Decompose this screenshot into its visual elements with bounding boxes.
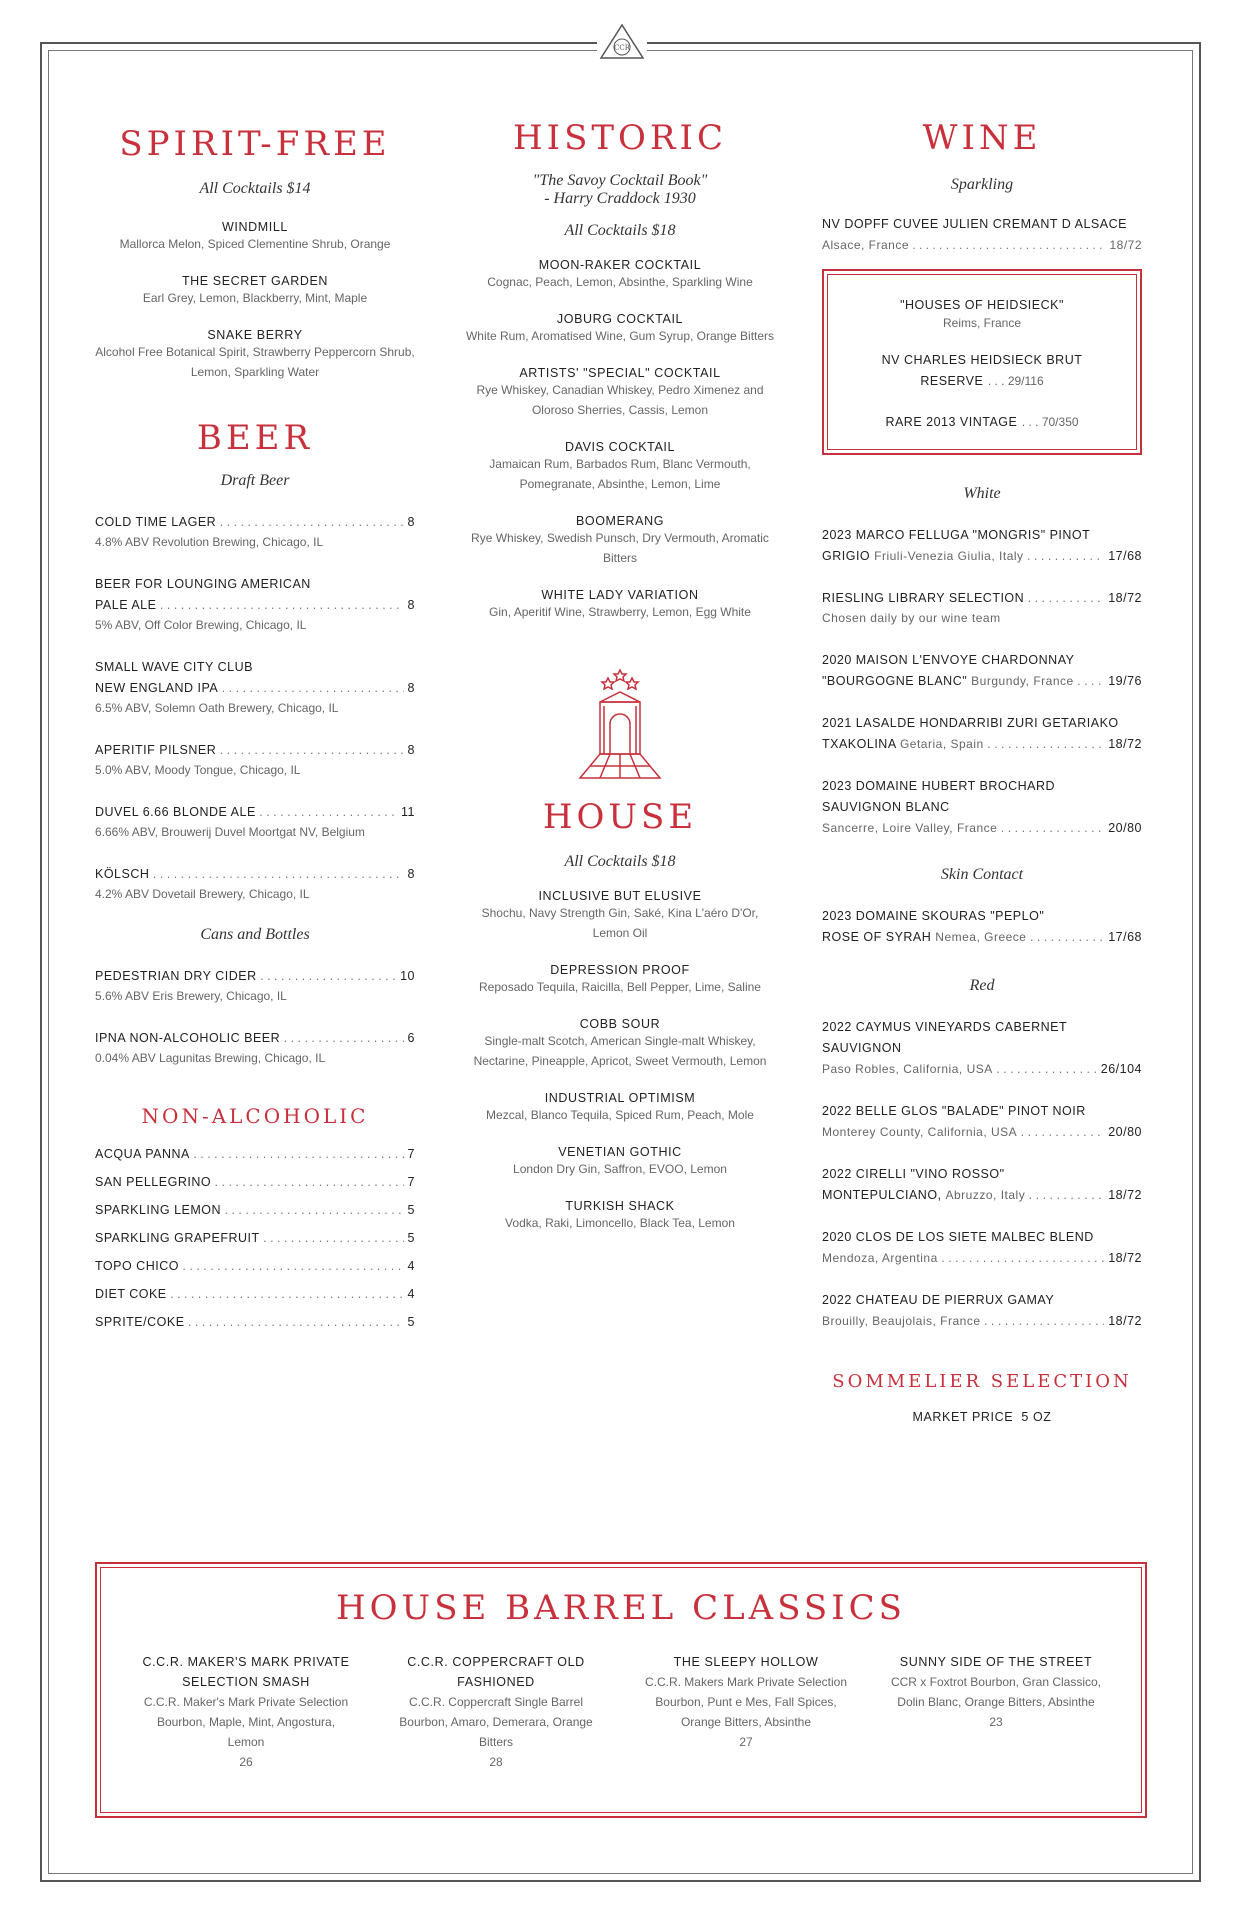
item-name: COBB SOUR [579,1017,661,1031]
wine-item [822,776,1142,838]
heidsieck-box [822,269,1142,455]
item-description: Cognac, Peach, Lemon, Absinthe, Sparkling Wine [487,275,753,289]
wine-origin: Paso Robles, California, USA [822,1062,993,1076]
list-item [95,1200,415,1220]
skin-subtitle: Skin Contact [940,866,1024,883]
wine-name: 2022 CAYMUS VINEYARDS CABERNET [822,1020,1068,1034]
wine-name-tail: ROSE OF SYRAH [822,930,932,944]
wine-origin: Getaria, Spain [899,737,984,751]
column-left [95,110,415,1340]
item-price: 4 [407,1259,415,1273]
menu-item [465,588,775,622]
leader-row [822,734,1142,754]
item-name: DEPRESSION PROOF [550,963,690,977]
item-price: 5 [407,1231,415,1245]
menu-item [465,963,775,997]
item-name: PALE ALE . . . [95,595,404,615]
item-detail: 5.6% ABV Eris Brewery, Chicago, IL [95,989,287,1003]
leader-row [822,1122,1142,1142]
wine-origin-line [822,546,1104,566]
wine-item [822,525,1142,566]
item-price: 5 [407,1315,415,1329]
item-description: Gin, Aperitif Wine, Strawberry, Lemon, Egg White [489,605,751,619]
menu-item [465,1145,775,1179]
leader-row [95,1144,415,1164]
heidsieck-line1: NV CHARLES HEIDSIECK BRUT [881,353,1083,367]
wine-origin-line [822,1248,1104,1268]
leader-row [95,595,415,615]
leader-row [95,678,415,698]
item-name: MOON-RAKER COCKTAIL [538,258,702,272]
historic-quote-line2: - Harry Craddock 1930 [544,190,696,207]
list-item [95,512,415,552]
item-price: 10 [400,969,415,983]
item-description: Mezcal, Blanco Tequila, Spiced Rum, Peach, Mole [486,1108,754,1122]
item-name: THE SECRET GARDEN [181,274,329,288]
wine-name: 2022 CHATEAU DE PIERRUX GAMAY [822,1293,1055,1307]
list-item [95,1028,415,1068]
leader-row [95,1028,415,1048]
wine-origin: Brouilly, Beaujolais, France [822,1314,981,1328]
menu-item [465,366,775,420]
list-item [95,966,415,1006]
leader-row [95,1256,415,1276]
list-item [95,657,415,718]
beer-title: BEER [196,418,314,458]
wine-origin-line [822,671,1104,691]
menu-item [465,1199,775,1233]
wine-origin-line [822,1122,1104,1142]
list-item [95,1312,415,1332]
leader-row [822,608,1142,628]
house-subtitle: All Cocktails $18 [564,853,676,870]
wine-item [822,1017,1142,1079]
menu-item [465,889,775,943]
menu-item [465,440,775,494]
historic-title: HISTORIC [513,118,727,158]
wine-origin-line [822,1185,1104,1205]
barrel-item-name: THE SLEEPY HOLLOW [673,1655,819,1669]
list-item [95,1284,415,1304]
item-description: Vodka, Raki, Limoncello, Black Tea, Lemon [505,1216,735,1230]
wine-price: 20/80 [1108,1125,1142,1139]
item-name: DUVEL 6.66 BLONDE ALE . . . [95,802,397,822]
barrel-item [639,1652,854,1772]
wine-item [822,906,1142,947]
item-description: Single-malt Scotch, American Single-malt Whiskey, Nectarine, Pineapple, Apricot, Sweet Vermouth, Lemon [473,1034,767,1068]
wine-name: 2022 BELLE GLOS "BALADE" PINOT NOIR [822,1104,1086,1118]
item-description: Earl Grey, Lemon, Blackberry, Mint, Maple [142,291,368,305]
item-price: 8 [407,515,415,529]
wine-price: 18/72 [1108,1251,1142,1265]
wine-price: 20/80 [1108,821,1142,835]
item-detail: 4.8% ABV Revolution Brewing, Chicago, IL [95,535,324,549]
item-name: SNAKE BERRY [207,328,303,342]
item-description: White Rum, Aromatised Wine, Gum Syrup, Orange Bitters [465,329,775,343]
item-name: DAVIS COCKTAIL [564,440,676,454]
leader-row [95,1200,415,1220]
wine-origin: Alsace, France . . . [822,235,1105,255]
leader-row [95,1172,415,1192]
item-detail: 5.0% ABV, Moody Tongue, Chicago, IL [95,763,301,777]
leader-row [822,1185,1142,1205]
leader-row [95,1284,415,1304]
leader-row [95,512,415,532]
leader-row [95,740,415,760]
list-item [95,1172,415,1192]
wine-origin-line [822,818,1104,838]
draft-beer-subtitle: Draft Beer [220,472,290,489]
item-name: BOOMERANG [575,514,665,528]
wine-name-tail: "BOURGOGNE BLANC" [822,674,968,688]
wine-item [822,650,1142,691]
wine-item [822,1227,1142,1268]
item-description: Jamaican Rum, Barbados Rum, Blanc Vermouth, Pomegranate, Absinthe, Lemon, Lime [489,457,751,491]
item-detail: 6.66% ABV, Brouwerij Duvel Moortgat NV, Belgium [95,825,365,839]
wine-origin: Burgundy, France [971,674,1074,688]
sommelier-title: SOMMELIER SELECTION [832,1371,1132,1392]
wine-item [822,1164,1142,1205]
wine-origin: Friuli-Venezia Giulia, Italy [874,549,1024,563]
barrel-item-description: CCR x Foxtrot Bourbon, Gran Classico, Dolin Blanc, Orange Bitters, Absinthe [890,1675,1102,1709]
column-middle [465,110,775,1253]
item-name: WINDMILL [222,220,288,234]
heidsieck-line3: RARE 2013 VINTAGE [885,415,1018,429]
red-subtitle: Red [969,977,995,994]
item-name: IPNA NON-ALCOHOLIC BEER . . . [95,1028,404,1048]
item-price: 5 [407,1203,415,1217]
menu-item [465,1017,775,1071]
item-price: 8 [407,743,415,757]
item-price: 6 [407,1031,415,1045]
item-name: JOBURG COCKTAIL [556,312,684,326]
historic-quote-line1: "The Savoy Cocktail Book" [532,172,708,189]
leader-row [822,546,1142,566]
item-description: London Dry Gin, Saffron, EVOO, Lemon [513,1162,727,1176]
wine-title: WINE [922,118,1042,158]
sparkling-subtitle: Sparkling [950,176,1014,193]
item-name: PEDESTRIAN DRY CIDER . . . [95,966,396,986]
barrel-item-name: C.C.R. COPPERCRAFT OLD FASHIONED [407,1655,585,1689]
item-name: DIET COKE . . . [95,1284,404,1304]
sparkling-item [822,214,1142,255]
list-item [95,740,415,780]
leader-row [95,864,415,884]
leader-row [822,818,1142,838]
house-title: HOUSE [542,797,698,837]
menu-item [95,274,415,308]
leader-row [95,802,415,822]
wine-price: 26/104 [1100,1062,1142,1076]
wine-name-cont: SAUVIGNON BLANC [822,800,950,814]
wine-origin-line [822,1059,1097,1079]
item-description: Reposado Tequila, Raicilla, Bell Pepper, Lime, Saline [479,980,761,994]
sommelier-text: MARKET PRICE 5 OZ [912,1410,1052,1424]
item-price: 11 [401,805,415,819]
wine-name: 2023 DOMAINE SKOURAS "PEPLO" [822,909,1045,923]
wine-name: 2020 MAISON L'ENVOYE CHARDONNAY [822,653,1075,667]
barrel-item-description: C.C.R. Makers Mark Private Selection Bourbon, Punt e Mes, Fall Spices, Orange Bitters, Absinthe [644,1675,848,1729]
barrel-item-price: 27 [739,1735,753,1749]
wine-price: 19/76 [1108,674,1142,688]
leader-row [822,927,1142,947]
item-description: Rye Whiskey, Swedish Punsch, Dry Vermouth, Aromatic Bitters [471,531,769,565]
wine-item [822,713,1142,754]
wine-name-tail: TXAKOLINA [822,737,896,751]
barrel-item-description: C.C.R. Coppercraft Single Barrel Bourbon, Amaro, Demerara, Orange Bitters [399,1695,593,1749]
heidsieck-line2: RESERVE [920,374,984,388]
leader-row [822,671,1142,691]
barrel-item-name: SUNNY SIDE OF THE STREET [899,1655,1093,1669]
item-name: SPARKLING LEMON . . . [95,1200,404,1220]
item-name-prefix: BEER FOR LOUNGING AMERICAN [95,577,311,591]
heidsieck-origin: Reims, France [942,316,1022,330]
wine-price: 18/72 [1109,238,1142,252]
barrel-item-name: C.C.R. MAKER'S MARK PRIVATE SELECTION SMASH [142,1655,350,1689]
menu-item [465,514,775,568]
list-item [95,864,415,904]
wine-item [822,588,1142,628]
wine-name: RIESLING LIBRARY SELECTION . . . [822,588,1104,608]
menu-item [465,258,775,292]
item-name: NEW ENGLAND IPA . . . [95,678,404,698]
item-name: VENETIAN GOTHIC [558,1145,682,1159]
item-description: Shochu, Navy Strength Gin, Saké, Kina L'aéro D'Or, Lemon Oil [481,906,759,940]
item-name: ACQUA PANNA . . . [95,1144,404,1164]
wine-price: 17/68 [1108,549,1142,563]
menu-item [465,1091,775,1125]
ccr-logo-icon [597,22,647,62]
item-name: TURKISH SHACK [565,1199,675,1213]
item-description: Rye Whiskey, Canadian Whiskey, Pedro Ximenez and Oloroso Sherries, Cassis, Lemon [476,383,764,417]
temple-arch-icon [570,666,670,786]
wine-price: 18/72 [1108,1188,1142,1202]
item-name: APERITIF PILSNER . . . [95,740,404,760]
wine-origin-line [822,734,1104,754]
list-item [95,574,415,635]
item-detail: 5% ABV, Off Color Brewing, Chicago, IL [95,618,307,632]
leader-row [822,1248,1142,1268]
wine-origin-line [822,1311,1104,1331]
item-name: WHITE LADY VARIATION [541,588,699,602]
wine-name: 2023 MARCO FELLUGA "MONGRIS" PINOT [822,528,1091,542]
spirit-free-title: SPIRIT-FREE [119,124,391,164]
item-price: 4 [407,1287,415,1301]
wine-name: 2021 LASALDE HONDARRIBI ZURI GETARIAKO [822,716,1119,730]
item-name: KÖLSCH . . . [95,864,404,884]
barrel-item-description: C.C.R. Maker's Mark Private Selection Bourbon, Maple, Mint, Angostura, Lemon [143,1695,349,1749]
item-name: INCLUSIVE BUT ELUSIVE [538,889,702,903]
item-detail: 6.5% ABV, Solemn Oath Brewery, Chicago, IL [95,701,339,715]
item-price: 8 [407,867,415,881]
item-name: SPRITE/COKE . . . [95,1312,404,1332]
wine-price: 18/72 [1108,1314,1142,1328]
leader-row [95,966,415,986]
wine-price: 18/72 [1108,591,1142,605]
item-name: TOPO CHICO . . . [95,1256,404,1276]
wine-name: 2020 CLOS DE LOS SIETE MALBEC BLEND [822,1230,1094,1244]
barrel-box [95,1562,1147,1818]
wine-item [822,1101,1142,1142]
white-subtitle: White [963,485,1001,502]
leader-row [822,588,1142,608]
item-price: 7 [407,1147,415,1161]
barrel-item [889,1652,1104,1772]
item-name: SAN PELLEGRINO . . . [95,1172,404,1192]
item-name-prefix: SMALL WAVE CITY CLUB [95,660,253,674]
wine-origin-line [822,608,1142,628]
menu-item [95,220,415,254]
item-description: Mallorca Melon, Spiced Clementine Shrub, Orange [119,237,391,251]
barrel-item [389,1652,604,1772]
heidsieck-line3-price: . . . 70/350 [1021,415,1079,429]
list-item [95,1144,415,1164]
wine-origin: Mendoza, Argentina [822,1251,938,1265]
spirit-free-subtitle: All Cocktails $14 [199,180,311,197]
heidsieck-line2-price: . . . 29/116 [987,374,1044,388]
item-price: 7 [407,1175,415,1189]
menu-item [95,328,415,382]
item-name: COLD TIME LAGER . . . [95,512,404,532]
list-item [95,1228,415,1248]
leader-row [822,1311,1142,1331]
barrel-item [139,1652,354,1772]
wine-price: 18/72 [1108,737,1142,751]
barrel-title: HOUSE BARREL CLASSICS [336,1588,906,1628]
heidsieck-title: "HOUSES OF HEIDSIECK" [900,298,1064,312]
list-item [95,802,415,842]
item-description: Alcohol Free Botanical Spirit, Strawberry Peppercorn Shrub, Lemon, Sparkling Water [95,345,415,379]
wine-name-tail: MONTEPULCIANO, [822,1188,942,1202]
barrel-item-price: 28 [489,1755,503,1769]
item-name: SPARKLING GRAPEFRUIT . . . [95,1228,404,1248]
wine-origin: Monterey County, California, USA [822,1125,1018,1139]
leader-row [822,1059,1142,1079]
wine-name: NV DOPFF CUVEE JULIEN CREMANT D ALSACE [822,217,1127,231]
non-alcoholic-title: NON-ALCOHOLIC [141,1104,369,1128]
item-price: 8 [407,598,415,612]
leader-row [95,1312,415,1332]
wine-name: 2023 DOMAINE HUBERT BROCHARD [822,779,1056,793]
historic-subtitle: All Cocktails $18 [564,222,676,239]
item-price: 8 [407,681,415,695]
wine-origin-line [822,927,1104,947]
item-detail: 0.04% ABV Lagunitas Brewing, Chicago, IL [95,1051,326,1065]
wine-origin: Nemea, Greece [935,930,1027,944]
wine-price: 17/68 [1108,930,1142,944]
column-right [822,110,1142,1424]
wine-name-tail: GRIGIO [822,549,871,563]
item-detail: 4.2% ABV Dovetail Brewery, Chicago, IL [95,887,310,901]
wine-name: 2022 CIRELLI "VINO ROSSO" [822,1167,1005,1181]
wine-item [822,1290,1142,1331]
item-name: INDUSTRIAL OPTIMISM [544,1091,696,1105]
barrel-item-price: 26 [239,1755,253,1769]
wine-origin: Chosen daily by our wine team [822,611,1001,625]
barrel-item-price: 23 [989,1715,1003,1729]
wine-origin: Sancerre, Loire Valley, France [822,821,998,835]
item-name: ARTISTS' "SPECIAL" COCKTAIL [519,366,721,380]
list-item [95,1256,415,1276]
menu-item [465,312,775,346]
leader-row [95,1228,415,1248]
cans-subtitle: Cans and Bottles [200,926,310,943]
wine-origin: Abruzzo, Italy [945,1188,1026,1202]
svg-text:CCR: CCR [614,44,630,52]
wine-name-cont: SAUVIGNON [822,1041,902,1055]
